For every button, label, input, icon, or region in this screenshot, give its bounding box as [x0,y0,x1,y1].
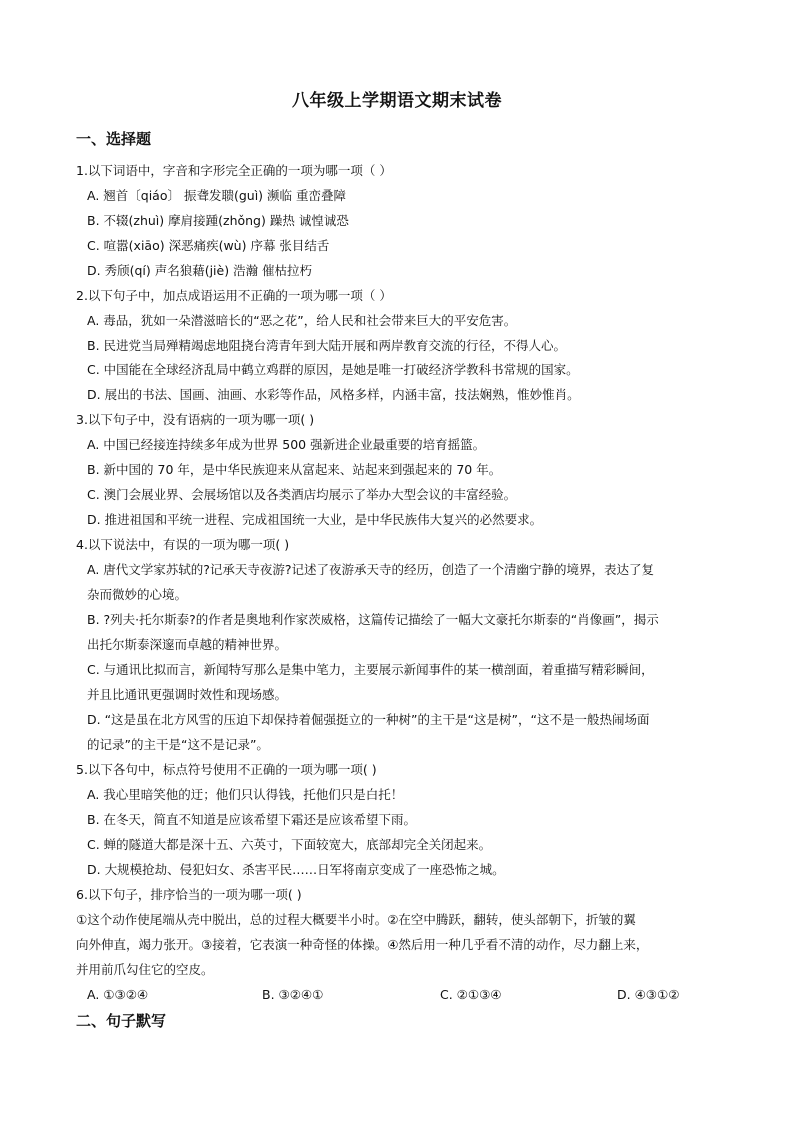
question-3-option-a: A. 中国已经接连持续多年成为世界 500 强新进企业最重要的培育摇篮。 [87,437,486,452]
question-4-option-d-cont: 的记录”的主干是“这不是记录”。 [87,737,269,752]
question-4-option-c-cont: 并且比通讯更强调时效性和现场感。 [87,687,288,702]
question-6-option-a: A. ①③②④ [87,987,149,1002]
question-2-option-d: D. 展出的书法、国画、油画、水彩等作品，风格多样，内涵丰富，技法娴熟，惟妙惟肖。 [87,387,580,402]
page-title: 八年级上学期语文期末试卷 [292,91,502,111]
question-2-option-a: A. 毒品，犹如一朵潜滋暗长的“恶之花”，给人民和社会带来巨大的平安危害。 [87,313,517,328]
question-3-stem: 3.以下句子中，没有语病的一项为哪一项( ) [76,412,315,427]
question-6-option-b: B. ③②④① [262,987,324,1002]
question-1-option-a: A. 翘首〔qiáo〕 振聋发聩(guì) 濒临 重峦叠障 [87,188,346,203]
question-1-stem: 1.以下词语中，字音和字形完全正确的一项为哪一项（ ） [76,163,392,178]
question-6-passage-line-2: 向外伸直，竭力张开。③接着，它表演一种奇怪的体操。④然后用一种几乎看不清的动作，尽力翻上来， [76,937,649,952]
question-6-stem: 6.以下句子，排序恰当的一项为哪一项( ) [76,887,302,902]
question-5-option-c: C. 蝉的隧道大都是深十五、六英寸，下面较宽大，底部却完全关闭起来。 [87,837,492,852]
question-2-option-c: C. 中国能在全球经济乱局中鹤立鸡群的原因，是她是唯一打破经济学教科书常规的国家。 [87,362,579,377]
question-6-passage-line-1: ①这个动作使尾端从壳中脱出，总的过程大概要半小时。②在空中腾跃，翻转，使头部朝下，折皱的翼 [76,912,636,927]
question-1-option-b: B. 不辍(zhuì) 摩肩接踵(zhǒng) 躁热 诚惶诚恐 [87,213,349,228]
question-2-stem: 2.以下句子中，加点成语运用不正确的一项为哪一项（ ） [76,288,392,303]
section-heading-choice: 一、选择题 [76,130,152,148]
question-4-option-b-cont: 出托尔斯泰深邃而卓越的精神世界。 [87,637,288,652]
question-4-stem: 4.以下说法中，有误的一项为哪一项( ) [76,537,290,552]
question-6-passage-line-3: 并用前爪勾住它的空皮。 [76,962,214,977]
question-4-option-a-cont: 杂而微妙的心境。 [87,587,188,602]
question-4-option-d: D. “这是虽在北方风雪的压迫下却保持着倔强挺立的一种树”的主干是“这是树”，“这不是一般热闹场面 [87,712,650,727]
question-2-option-b: B. 民进党当局殚精竭虑地阻挠台湾青年到大陆开展和两岸教育交流的行径，不得人心。 [87,338,567,353]
question-3-option-d: D. 推进祖国和平统一进程、完成祖国统一大业，是中华民族伟大复兴的必然要求。 [87,512,543,527]
question-3-option-b: B. 新中国的 70 年，是中华民族迎来从富起来、站起来到强起来的 70 年。 [87,462,502,477]
question-6-option-d: D. ④③①② [617,987,680,1002]
question-4-option-b: B. ?列夫·托尔斯泰?的作者是奥地利作家茨威格，这篇传记描绘了一幅大文豪托尔斯泰的“肖像画”，揭示 [87,612,659,627]
question-5-stem: 5.以下各句中，标点符号使用不正确的一项为哪一项( ) [76,762,377,777]
question-1-option-d: D. 秀颀(qí) 声名狼藉(jiè) 浩瀚 催枯拉朽 [87,263,313,278]
section-heading-dictation: 二、句子默写 [76,1012,167,1030]
question-5-option-b: B. 在冬天，简直不知道是应该希望下霜还是应该希望下雨。 [87,812,417,827]
question-4-option-c: C. 与通讯比拟而言，新闻特写那么是集中笔力，主要展示新闻事件的某一横剖面，着重描写精彩瞬间， [87,662,654,677]
question-6-option-c: C. ②①③④ [440,987,502,1002]
question-3-option-c: C. 澳门会展业界、会展场馆以及各类酒店均展示了举办大型会议的丰富经验。 [87,487,517,502]
question-4-option-a: A. 唐代文学家苏轼的?记承天寺夜游?记述了夜游承天寺的经历，创造了一个清幽宁静的境界，表达了复 [87,562,655,577]
question-1-option-c: C. 喧嚣(xiāo) 深恶痛疾(wù) 序幕 张目结舌 [87,238,330,253]
question-5-option-a: A. 我心里暗笑他的迂；他们只认得钱，托他们只是白托！ [87,787,404,802]
question-5-option-d: D. 大规模抢劫、侵犯妇女、杀害平民……日军将南京变成了一座恐怖之城。 [87,862,505,877]
